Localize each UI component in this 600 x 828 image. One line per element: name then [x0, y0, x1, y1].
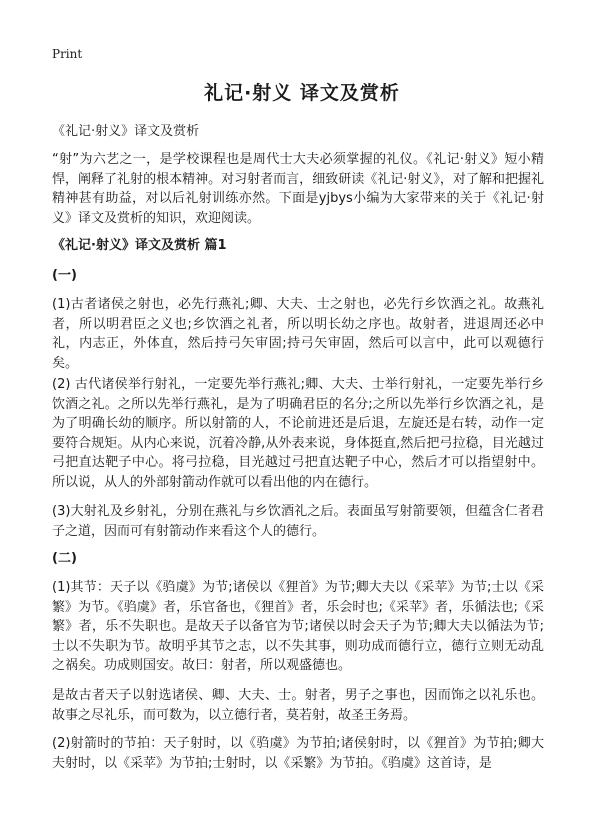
paragraph-4: (1)其节：天子以《驺虞》为节;诸侯以《狸首》为节;卿大夫以《采苹》为节;士以《采繁》为节。《驺虞》者，乐官备也，《狸首》者，乐会时也;《采苹》者，乐循法也;《采繁》者，乐不失职也。是故天子以备官为节;诸侯以时会天子为节;卿大夫以循法为节;士以不失职为节。故明乎其节之志，以不失其事，则功成而德行立，德行立则无动乱之祸矣。功成则国安。故曰：射者，所以观盛德也。	[52, 580, 544, 673]
print-link[interactable]: Print	[52, 47, 83, 61]
paragraph-1: (1)古者诸侯之射也，必先行燕礼;卿、大夫、士之射也，必先行乡饮酒之礼。故燕礼者，所以明君臣之义也;乡饮酒之礼者，所以明长幼之序也。故射者，进退周还必中礼，内志正，外体直，然后持弓矢审固;持弓矢审固，然后可以言中，此可以观德行矣。	[52, 297, 544, 371]
paragraph-6: (2)射箭时的节拍：天子射时，以《驺虞》为节拍;诸侯射时，以《狸首》为节拍;卿大夫射时，以《采苹》为节拍;士射时，以《采繁》为节拍。《驺虞》这首诗，是	[52, 736, 544, 771]
section-heading: 《礼记·射义》译文及赏析 篇1	[52, 238, 227, 253]
part-one-label: (一)	[52, 268, 77, 283]
paragraph-2: (2) 古代诸侯举行射礼，一定要先举行燕礼;卿、大夫、士举行射礼，一定要先举行乡饮酒之礼。之所以先举行燕礼，是为了明确君臣的名分;之所以先举行乡饮酒之礼，是为了明确长幼的顺序。所以射箭的人，不论前进还是后退，左旋还是右转，动作一定要符合规矩。从内心来说，沉着冷静,从外表来说，身体挺直,然后把弓拉稳，目光越过弓把直达靶子中心。将弓拉稳，目光越过弓把直达靶子中心，然后才可以指望射中。所以说，从人的外部射箭动作就可以看出他的内在德行。	[52, 377, 544, 490]
intro-paragraph: “射”为六艺之一，是学校课程也是周代士大夫必须掌握的礼仪。《礼记·射义》短小精悍，阐释了礼射的根本精神。对习射者而言，细致研读《礼记·射义》，对了解和把握礼精神甚有助益，对以后礼射训练亦然。下面是yjbys小编为大家带来的关于《礼记·射义》译文及赏析的知识，欢迎阅读。	[52, 152, 544, 226]
paragraph-3: (3)大射礼及乡射礼，分别在燕礼与乡饮酒礼之后。表面虽写射箭要领，但蕴含仁者君子之道，因而可有射箭动作来看这个人的德行。	[52, 504, 544, 539]
page-title: 礼记·射义 译文及赏析	[204, 82, 400, 104]
article-subtitle: 《礼记·射义》译文及赏析	[52, 124, 200, 139]
part-two-label: (二)	[52, 551, 77, 566]
paragraph-5: 是故古者天子以射选诸侯、卿、大夫、士。射者，男子之事也，因而饰之以礼乐也。故事之尽礼乐，而可数为，以立德行者，莫若射，故圣王务焉。	[52, 688, 544, 723]
